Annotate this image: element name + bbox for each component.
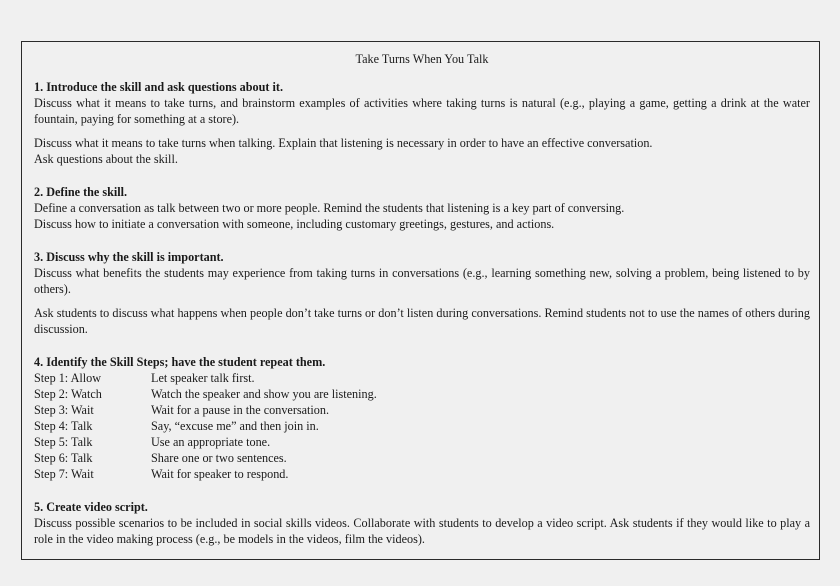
step-label: Step 4: Talk <box>34 419 93 433</box>
step-row <box>34 418 810 434</box>
step-text: Use an appropriate tone. <box>151 435 271 449</box>
step-text: Wait for a pause in the conversation. <box>151 403 330 417</box>
section-paragraph: Discuss possible scenarios to be included in social skills videos. Collaborate with students to develop a video script. Ask students if they would like to play a role in the video making process (e.g., be models in the videos, film the videos). <box>34 516 810 546</box>
step-text: Let speaker talk first. <box>151 371 255 385</box>
section-heading: 1. Introduce the skill and ask questions about it. <box>34 80 284 94</box>
section-5 <box>34 499 810 547</box>
section-2 <box>34 184 810 232</box>
step-text: Wait for speaker to respond. <box>151 467 289 481</box>
section-heading: 2. Define the skill. <box>34 185 128 199</box>
step-label: Step 3: Wait <box>34 403 94 417</box>
step-row <box>34 386 810 402</box>
step-label: Step 7: Wait <box>34 467 94 481</box>
section-heading: 5. Create video script. <box>34 500 148 514</box>
step-row <box>34 402 810 418</box>
step-row <box>34 466 810 482</box>
section-paragraph: Ask questions about the skill. <box>34 152 178 166</box>
section-paragraph: Discuss what it means to take turns when talking. Explain that listening is necessary in order to have an effective conversation. <box>34 136 653 150</box>
step-label: Step 5: Talk <box>34 435 93 449</box>
section-paragraph: Discuss what benefits the students may experience from taking turns in conversations (e.g., learning something new, solving a problem, being listened to by others). <box>34 266 810 296</box>
section-paragraph: Discuss what it means to take turns, and brainstorm examples of activities where taking turns is natural (e.g., playing a game, getting a drink at the water fountain, paying for something at a store). <box>34 96 810 126</box>
document-title: Take Turns When You Talk <box>355 52 489 66</box>
step-text: Share one or two sentences. <box>151 451 287 465</box>
section-paragraph: Discuss how to initiate a conversation with someone, including customary greetings, gestures, and actions. <box>34 217 555 231</box>
step-text: Say, “excuse me” and then join in. <box>151 419 319 433</box>
step-row <box>34 450 810 466</box>
step-label: Step 6: Talk <box>34 451 93 465</box>
step-text: Watch the speaker and show you are listening. <box>151 387 377 401</box>
step-label: Step 1: Allow <box>34 371 102 385</box>
section-heading: 4. Identify the Skill Steps; have the student repeat them. <box>34 355 326 369</box>
section-3 <box>34 249 810 337</box>
section-paragraph: Ask students to discuss what happens when people don’t take turns or don’t listen during conversations. Remind students not to use the names of others during discussion. <box>34 306 810 336</box>
section-1 <box>34 79 810 167</box>
section-heading: 3. Discuss why the skill is important. <box>34 250 224 264</box>
step-row <box>34 434 810 450</box>
section-paragraph: Define a conversation as talk between two or more people. Remind the students that listening is a key part of conversing. <box>34 201 625 215</box>
step-row <box>34 370 810 386</box>
step-label: Step 2: Watch <box>34 387 102 401</box>
skill-steps-list <box>34 370 810 482</box>
section-4 <box>34 354 810 482</box>
document-page <box>21 41 820 560</box>
document-content <box>34 51 810 556</box>
